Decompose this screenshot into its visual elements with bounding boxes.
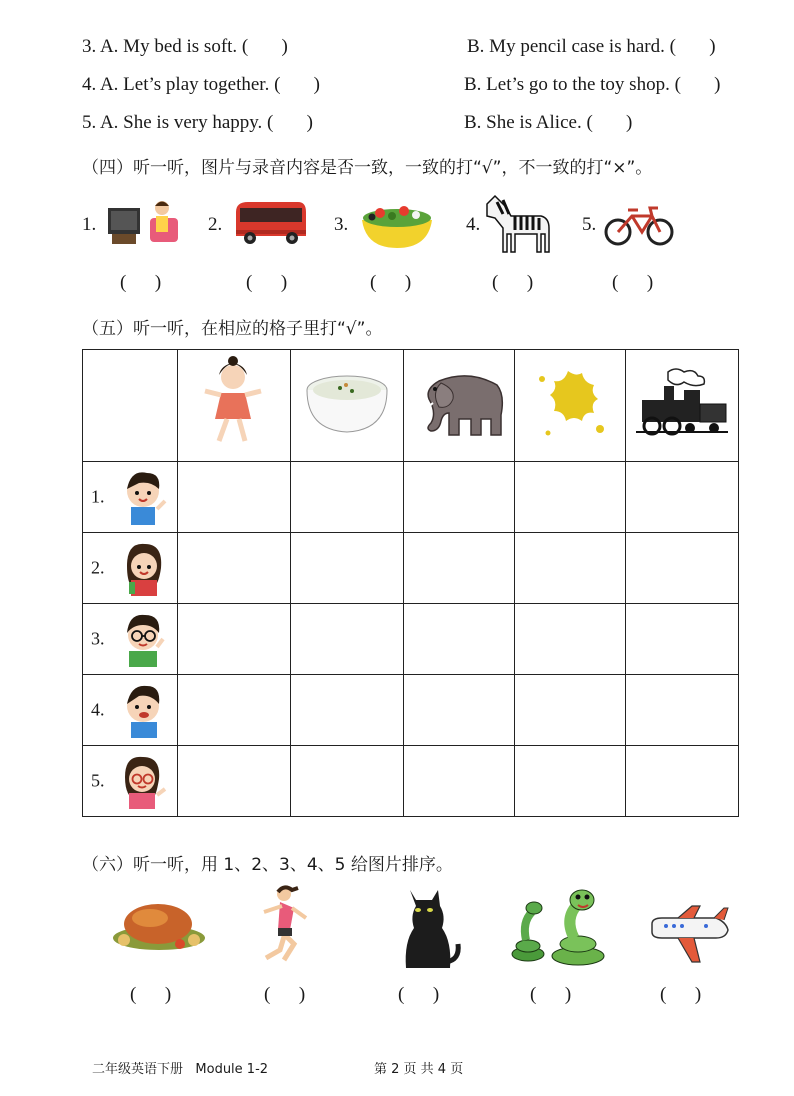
s4-num-3: 3. [334, 214, 349, 235]
grid-cell[interactable] [404, 462, 515, 533]
grid-header-elephant [404, 350, 515, 462]
s6-paren-1[interactable]: ( ) [130, 984, 172, 1005]
grid-cell[interactable] [178, 462, 291, 533]
s4-num-1: 1. [82, 214, 97, 235]
s6-paren-4[interactable]: ( ) [530, 984, 572, 1005]
section4-heading: （四）听一听，图片与录音内容是否一致，一致的打“√”，不一致的打“×”。 [82, 158, 653, 178]
grid-header-train [626, 350, 739, 462]
row-number: 1. [91, 486, 105, 507]
grid-cell[interactable] [291, 604, 404, 675]
grid-cell[interactable] [404, 675, 515, 746]
zebra-icon [483, 192, 553, 254]
grid-header-rice [291, 350, 404, 462]
section6-heading: （六）听一听，用 1、2、3、4、5 给图片排序。 [82, 855, 453, 875]
footer-left: 二年级英语下册 Module 1-2 [92, 1062, 269, 1077]
grid-header-splash [515, 350, 626, 462]
s4-paren-3[interactable]: ( ) [370, 272, 412, 293]
runner-icon [254, 884, 324, 968]
yellow-splash-icon [528, 363, 612, 443]
black-cat-icon [396, 882, 462, 974]
grid-cell[interactable] [291, 533, 404, 604]
grid-cell[interactable] [515, 462, 626, 533]
grid-cell[interactable] [178, 533, 291, 604]
grid-cell[interactable] [515, 675, 626, 746]
grid-cell[interactable] [626, 746, 739, 817]
question-3a: 3. A. My bed is soft. ( ) [82, 36, 288, 57]
rice-bowl-icon [302, 368, 392, 438]
girl-glasses-icon [117, 753, 169, 809]
row-number: 5. [91, 770, 105, 791]
girl-icon [119, 540, 169, 596]
boy-glasses-icon [119, 611, 169, 667]
question-3b: B. My pencil case is hard. ( ) [467, 36, 716, 57]
snakes-icon [508, 884, 610, 970]
s6-paren-5[interactable]: ( ) [660, 984, 702, 1005]
roast-chicken-icon [110, 898, 208, 952]
salad-icon [358, 196, 436, 252]
s6-paren-2[interactable]: ( ) [264, 984, 306, 1005]
s4-num-2: 2. [208, 214, 223, 235]
answer-grid [82, 349, 739, 817]
grid-cell[interactable] [178, 746, 291, 817]
train-icon [634, 366, 730, 440]
grid-cell[interactable] [178, 604, 291, 675]
boy-icon [119, 682, 169, 738]
question-5b: B. She is Alice. ( ) [464, 112, 633, 133]
grid-header-girl [178, 350, 291, 462]
grid-cell[interactable] [626, 675, 739, 746]
grid-row-2-label [83, 533, 178, 604]
grid-cell[interactable] [291, 675, 404, 746]
row-number: 4. [91, 699, 105, 720]
grid-cell[interactable] [515, 604, 626, 675]
s4-paren-1[interactable]: ( ) [120, 272, 162, 293]
row-number: 2. [91, 557, 105, 578]
grid-row-4-label [83, 675, 178, 746]
grid-cell[interactable] [626, 462, 739, 533]
grid-cell[interactable] [291, 746, 404, 817]
s6-paren-3[interactable]: ( ) [398, 984, 440, 1005]
elephant-icon [411, 367, 507, 439]
bus-icon [232, 198, 308, 248]
row-number: 3. [91, 628, 105, 649]
grid-cell[interactable] [291, 462, 404, 533]
grid-row-5-label [83, 746, 178, 817]
s4-num-5: 5. [582, 214, 597, 235]
girl-icon [199, 355, 269, 451]
grid-cell[interactable] [404, 746, 515, 817]
grid-row-1-label [83, 462, 178, 533]
grid-cell[interactable] [404, 533, 515, 604]
grid-cell[interactable] [515, 533, 626, 604]
bicycle-icon [604, 204, 674, 248]
grid-cell[interactable] [626, 604, 739, 675]
grid-row-3-label [83, 604, 178, 675]
airplane-icon [648, 904, 730, 966]
footer-page: 第 2 页 共 4 页 [374, 1062, 464, 1077]
s4-paren-4[interactable]: ( ) [492, 272, 534, 293]
grid-cell[interactable] [178, 675, 291, 746]
question-5a: 5. A. She is very happy. ( ) [82, 112, 313, 133]
grid-cell[interactable] [626, 533, 739, 604]
section5-heading: （五）听一听，在相应的格子里打“√”。 [82, 319, 383, 339]
grid-corner-cell [83, 350, 178, 462]
s4-paren-2[interactable]: ( ) [246, 272, 288, 293]
question-4b: B. Let’s go to the toy shop. ( ) [464, 74, 721, 95]
grid-cell[interactable] [404, 604, 515, 675]
boy-icon [119, 469, 169, 525]
s4-num-4: 4. [466, 214, 481, 235]
question-4a: 4. A. Let’s play together. ( ) [82, 74, 320, 95]
tv-person-icon [106, 196, 182, 248]
s4-paren-5[interactable]: ( ) [612, 272, 654, 293]
grid-cell[interactable] [515, 746, 626, 817]
